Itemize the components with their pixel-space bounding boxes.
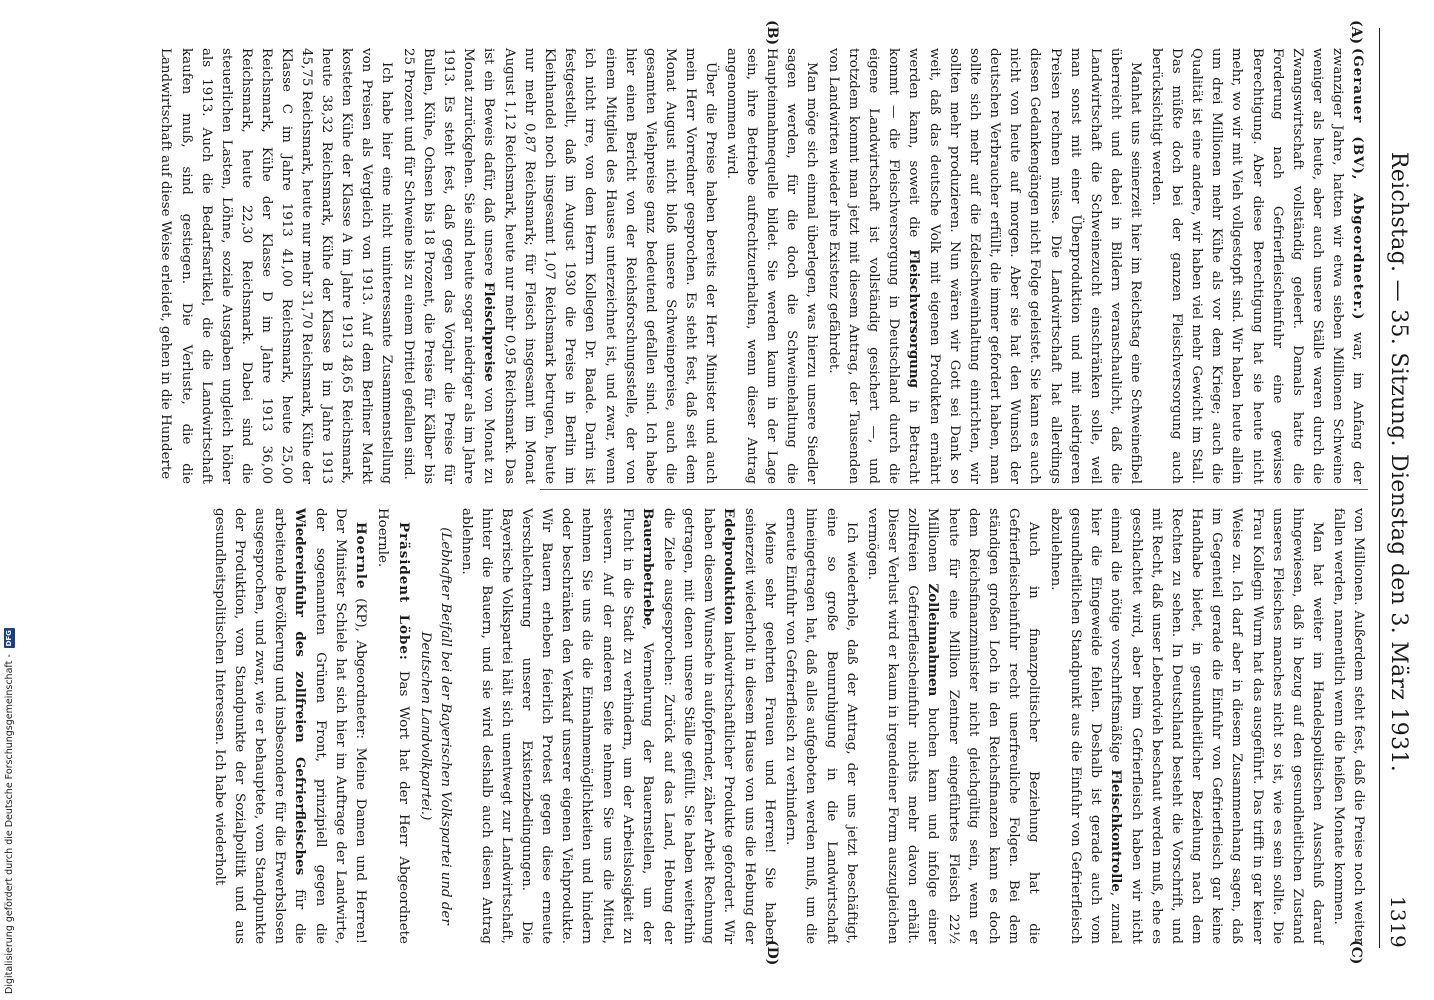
header-rule <box>1379 28 1380 948</box>
paragraph <box>1146 48 1368 484</box>
emphasis-text: Wiedereinfuhr des zollfreien Gefrierfleisches <box>292 508 309 876</box>
dfg-logo: DFG <box>4 630 13 647</box>
emphasis-text: Fleischkontrolle <box>1107 769 1124 892</box>
column-divider <box>540 489 1368 490</box>
speaker-name: Hoernle <box>353 522 370 590</box>
paragraph-text: , Vermehrung der Bauernstellen, um der Flucht in die Stadt zu verhindern, um der Arbeitslosigkeit zu steuern. Auf der anderen Seite nehmen Sie uns die Mittel, nehmen Sie uns die die Einnahmemöglichkeiten und hindern oder beschränken den Verkauf unserer eigenen Viehprodukte. Wir Bauern erheben feierlich Protest gegen diese erneute Verschlechterung unserer Existenzbedingungen. Die Bayerische Volkspartei hält sich unentwegt zur Landwirtschaft, hinter die Bauern, und sie wird deshalb auch diesen Antrag ablehnen. <box>458 508 655 944</box>
emphasis-text: Fleischversorgung <box>905 249 922 389</box>
margin-marker-d: (D) <box>764 940 780 966</box>
paragraph <box>456 508 780 944</box>
paragraph-text: in Betracht kommt — die Fleischversorgung in Deutschland durch die eigene Landwirtschaft ist vollständig gesichert —, und trotzdem kommt man jetzt mit diesem Antrag, der Tausenden von Landwirten wieder ihre Existenz gefährdet. <box>825 48 921 484</box>
rotated-document-page <box>20 8 1420 968</box>
paragraph-text: von Monat zu Monat zurückgehen. Sie sind heute sogar niedriger als im Jahre 1913. Es steht fest, daß gegen das Vorjahr die Preise für Bullen, Kühe, Ochsen bis 18 Prozent, die Preise für Kälber bis 25 Prozent und für Schweine bis zu einem Drittel gefallen sind. <box>400 48 496 484</box>
paragraph-text: , zumal hier die Eingeweide fehlen. Deshalb ist gerade auch vom gesundheitlichen Standpunkt aus die Einfuhr von Gefrierfleisch abzulehnen. <box>1047 508 1123 944</box>
paragraph <box>1328 508 1368 944</box>
paragraph-text: Auch in finanzpolitischer Beziehung hat die Gefrierfleischeinfuhr recht unerfreuliche Folgen. Bei dem ständigen großen Loch in den Reichsfinanzen kann es doch dem Reichsfinanzminister nicht gleichgültig sein, wenn er heute für eine Million Zentner eingeführtes Fleisch 22½ Millionen <box>925 508 1042 944</box>
paragraph-text: von Millionen. Außerdem steht fest, daß die Preise noch weiter fallen werden, namentlich wenn die heißen Monate kommen. <box>1330 508 1366 944</box>
speaker-name: (Gerauer (BV), Abgeordneter.) <box>1350 48 1366 321</box>
emphasis-text: Fleischpreise <box>480 282 497 382</box>
emphasis-text: Edelproduktion <box>721 508 738 625</box>
paragraph <box>822 48 1145 484</box>
page-header <box>1386 28 1420 948</box>
paragraph-text: landwirtschaftlicher Produkte gefordert. Wir haben diesem Wunsche in aufopfernder, zäher Arbeit Rechnung getragen, mit denen unsere Ställe gefüllt. Sie haben weiterhin die Ziele ausgesprochen: Zurück auf das Land, Hebung der <box>660 508 737 944</box>
paragraph <box>209 508 372 944</box>
paragraph-text: Ich habe hier eine nicht uninteressante Zusammenstellung von Preisen als Vergleich von 1913. Auf dem Berliner Markt kosteten Kühe der Klasse A im Jahre 1913 48,65 Reichsmark, heute 38,32 Reichsmark, Kühe der Klasse B im Jahre 1913 45,75 Reichsmark, heute nur mehr 31,70 Reichsmark, Kühe der Klasse C im Jahre 1913 41,00 Reichsmark, heute 25,00 Reichsmark, Kühe der Klasse D im Jahre 1913 36,00 Reichsmark, heute 22,30 Reichsmark. Dabei sind die steuerlichen Lasten, Löhne, soziale Ausgaben ungleich höher als 1913. Auch die Bedarfsartikel, die die Landwirtschaft kaufen muß, sind gestiegen. Die Verluste, die die Landwirtschaft auf diese Weise erleidet, gehen in die Hunderte <box>158 48 395 484</box>
paragraph-text: Manhat uns seinerzeit hier im Reichstag eine Schweinefibel überreicht und dabei in Bildern veranschaulicht, daß die Landwirtschaft die Schweinezucht einschränken solle, weil man sonst mit einer Überproduktion und mit niedrigeren Preisen rechnen müsse. Die Landwirtschaft hat allerdings diesen Gedankengängen nicht Folge geleistet. Sie kann es auch nicht von heute auf morgen. Aber sie hat den Wunsch der deutschen Verbraucher erfüllt, die immer gefordert haben, man sollte sich mehr auf die Edelschweinhaltung einrichten, wir sollten mehr produzieren. Nun wären wir Gott sei Dank so weit, daß das deutsche Volk mit eigenen Produkten ernährt werden kann, soweit die <box>905 48 1143 484</box>
paragraph <box>372 508 413 944</box>
paragraph-text: Ich wiederhole, daß der Antrag, der uns jetzt beschäftigt, eine so große Beunruhigung in die Landwirtschaft hineingetragen hat, daß alles aufgeboten werden muß, um die erneute Einfuhr von Gefrierfleisch zu verhindern. <box>783 508 859 944</box>
emphasis-text: Zolleinnahmen <box>925 583 942 697</box>
digitization-credit <box>1 0 17 1000</box>
paragraph-text: war, im Anfang der zwanziger Jahre, hatten wir etwa sieben Millionen Schweine weniger als heute, aber auch unsere Ställe waren durch die Zwangswirtschaft vollständig geleert. Damals hatte die Forderung nach Gefrierfleischeinfuhr eine gewisse Berechtigung. Aber diese Berechtigung hat sie heute nicht mehr, wo wir mit Vieh vollgestopft sind. Wir haben heute allein um drei Millionen mehr Kühe als vor dem Kriege; auch die Qualität ist eine andere, wir haben viel mehr Gewicht im Stall. Das müßte doch bei der ganzen Fleischversorgung auch berücksichtigt werden. <box>1149 48 1365 484</box>
paragraph-text: buchen kann und infolge einer zollfreien Gefrierfleischeinfuhr nichts mehr davon erhält. Dieser Verlust wird er kaum in irgendeiner Form auszugleichen vermögen. <box>864 508 941 944</box>
header-title: Reichstag. — 35. Sitzung. Dienstag den 3. März 1931. <box>1386 151 1411 772</box>
paragraph <box>862 508 1044 944</box>
paragraph <box>721 48 821 484</box>
paragraph <box>398 48 721 484</box>
right-column <box>40 508 1368 944</box>
paragraph-text: Das Wort hat der Herr Abgeordnete Hoernle. <box>375 508 411 944</box>
paragraph-text: für die arbeitende Bevölkerung und insbesondere für die Erwerbslosen ausgesprochen, und zwar, wie er behauptete, vom Standpunkte der Produktion, vom Standpunkte der Sozialpolitik und aus gesundheitspolitischen Interessen. Ich habe wiederholt <box>211 508 308 944</box>
paragraph-text: (KP), Abgeordneter: Meine Damen und Herren! Der Minister Schiele hat sich hier im Auftrage der Landwirte, der sogenannten Grünen Front, prinzipiell gegen die <box>313 508 369 944</box>
page-number: 1319 <box>1386 895 1410 948</box>
paragraph-text: Man hat weiter im Handelspolitischen Ausschuß darauf hingewiesen, daß in bezug auf den gesundheitlichen Zustand unseres Fleisches manches nicht so ist, wie es sein sollte. Die Frau Kollegin Wurm hat das ausgeführt. Das trifft in gar keiner Weise zu. Ich darf aber in diesem Zusammenhang sagen, daß im Gegenteil gerade die Einfuhr von Gefrierfleisch gar keine Handhabe bietet, in gesundheitlicher Beziehung nach dem Rechten zu sehen. In Deutschland besteht die Vorschrift, und mit Recht, daß unser Lebendvieh beschaut werden muß, ehe es geschlachtet wird, aber beim Gefrierfleisch haben wir nicht einmal die nötige vorschriftsmäßige <box>1107 508 1325 944</box>
emphasis-text: Bauernbetriebe <box>639 508 656 626</box>
credit-text: Digitalisierung gefördert durch die Deutsche Forschungsgemeinschaft - <box>3 654 15 994</box>
left-column <box>40 48 1368 484</box>
paragraph <box>1045 508 1327 944</box>
paragraph-text: Man möge sich einmal überlegen, was hierzu unsere Siedler sagen werden, für die doch die Schweinehaltung die Haupteinnahmequelle bildet. Sie werden kaum in der Lage sein, ihre Betriebe aufrechtzuerhalten, wenn dieser Antrag angenommen wird. <box>724 48 820 484</box>
applause-note: (Lebhafter Beifall bei der Bayerischen Volkspartei und der Deutschen Landvolkpartei.) <box>417 527 453 925</box>
paragraph <box>780 508 860 944</box>
paragraph-text: Meine sehr geehrten Frauen und Herren! Sie haben seinerzeit wiederholt in diesem Hause von uns die Hebung der <box>742 508 778 944</box>
paragraph <box>155 48 396 484</box>
speaker-name: Präsident Löbe: <box>395 522 412 661</box>
margin-marker-b: (B) <box>764 20 780 46</box>
paragraph-text: Über die Preise haben bereits der Herr Minister und auch mein Herr Vorredner gesprochen. Es steht fest, daß seit dem Monat August nicht bloß unsere Schweinepreise, auch die gesamten Viehpreise ganz bedeutend gefallen sind. Ich habe hier einen Bericht von der Reichsforschungsstelle, der von einem Mitglied des Hauses unterzeichnet ist, und zwar, wenn ich nicht irre, von dem Herrn Kollegen Dr. Baade. Darin ist festgestellt, daß im August 1930 die Preise in Berlin im Kleinhandel noch insgesamt 1,07 Reichsmark betrugen, heute nur mehr 0,87 Reichsmark; für Fleisch insgesamt im Monat August 1,12 Reichsmark, heute nur mehr 0,95 Reichsmark. Das ist ein Beweis dafür, daß unsere <box>480 48 718 484</box>
margin-marker-c: (C) <box>1348 940 1364 965</box>
margin-marker-a: (A) <box>1348 20 1364 45</box>
